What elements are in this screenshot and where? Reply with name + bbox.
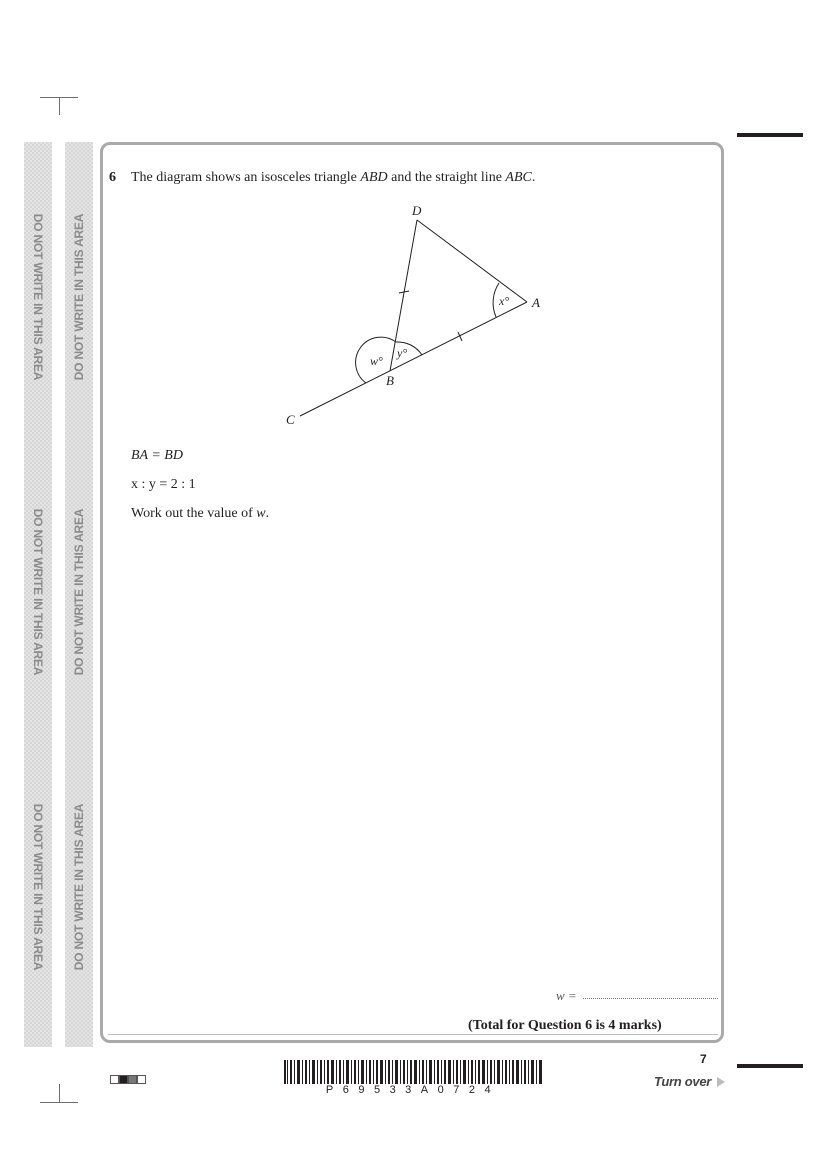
given-ratio: x : y = 2 : 1 [131,477,196,492]
margin-warning-outer-1: DO NOT WRITE IN THIS AREA [31,213,45,381]
question-number: 6 [109,170,116,185]
angle-label-y: y° [397,346,408,360]
intro-middle: and the straight line [387,170,506,185]
barcode-number: P69533A0724 [325,1084,501,1096]
page-number: 7 [700,1052,707,1066]
point-label-b: B [386,373,394,388]
question-end-rule [108,1034,718,1035]
total-marks: (Total for Question 6 is 4 marks) [468,1018,662,1033]
instruction-suffix: . [265,506,270,521]
margin-warning-outer-2: DO NOT WRITE IN THIS AREA [31,508,45,676]
margin-warning-inner-2: DO NOT WRITE IN THIS AREA [72,508,86,676]
turn-over-arrow-icon [717,1077,725,1087]
intro-suffix: . [531,170,536,185]
crop-mark-bottom-horizontal [40,1102,78,1103]
intro-triangle: ABD [360,170,388,185]
answer-line[interactable] [583,998,718,999]
angle-label-x: x° [499,294,510,308]
intro-line: ABC [505,170,532,185]
question-intro [131,170,535,186]
square-grey [128,1075,137,1084]
crop-mark-top-vertical [59,97,60,115]
point-label-c: C [286,412,295,427]
triangle-diagram [280,195,560,435]
point-label-a: A [532,295,540,310]
barcode [284,1060,542,1084]
margin-warning-inner-3: DO NOT WRITE IN THIS AREA [72,803,86,971]
instruction-var: w [256,506,266,521]
registration-bar-bottom [737,1064,803,1068]
registration-squares [110,1075,146,1084]
registration-bar-top [737,133,803,137]
margin-warning-outer-3: DO NOT WRITE IN THIS AREA [31,803,45,971]
margin-warning-inner-1: DO NOT WRITE IN THIS AREA [72,213,86,381]
instruction-prefix: Work out the value of [131,506,257,521]
intro-prefix: The diagram shows an isosceles triangle [131,170,361,185]
crop-mark-bottom-vertical [59,1084,60,1102]
square-black [119,1075,128,1084]
turn-over-label: Turn over [654,1074,712,1089]
angle-label-w: w° [370,354,383,368]
square-white-1 [110,1075,119,1084]
square-white-2 [137,1075,146,1084]
point-label-d: D [412,203,422,218]
question-instruction [131,506,269,522]
given-equal-sides: BA = BD [131,448,183,463]
answer-label: w = [556,988,577,1003]
